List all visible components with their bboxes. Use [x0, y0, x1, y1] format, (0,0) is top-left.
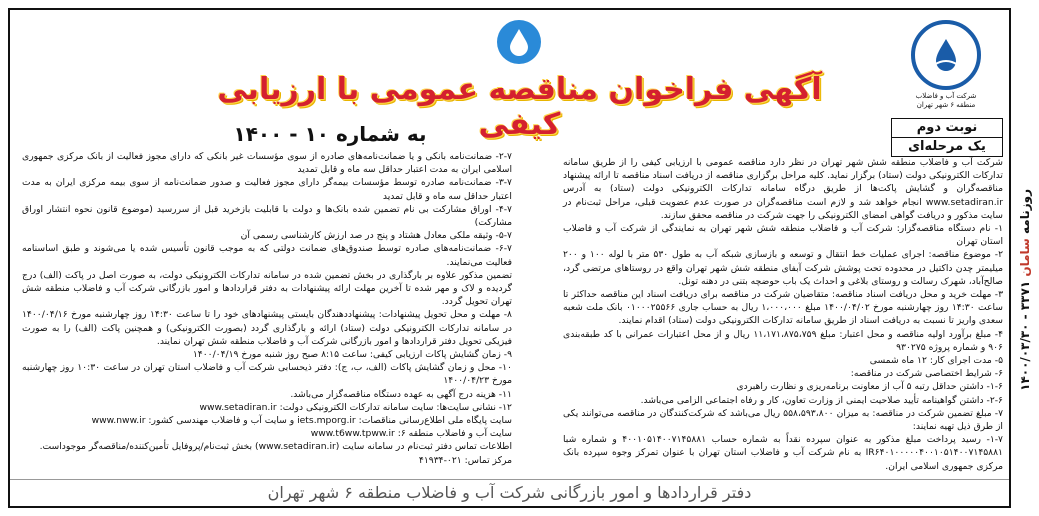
site-iets: سایت پایگاه ملی اطلاع‌رسانی مناقصات: iets.mporg.ir و سایت آب و فاضلاب مهندسی کشور: www.nww.ir	[91, 415, 512, 427]
clause-1: ۱- نام دستگاه مناقصه‌گزار: شرکت آب و فاضلاب منطقه شش شهر تهران به نمایندگی از شرکت آب و فاضلاب استان تهران	[563, 223, 1003, 248]
round-box	[891, 118, 1003, 157]
clause-11: ۱۱- هزینه درج آگهی به عهده دستگاه مناقصه‌گزار می‌باشد.	[290, 388, 512, 400]
stage-label: یک مرحله‌ای	[892, 137, 1002, 156]
left-column	[22, 150, 512, 467]
clause-6-1: ۱-۶- داشتن حداقل رتبه ۵ آب از معاونت برنامه‌ریزی و نظارت راهبردی	[736, 381, 1003, 393]
strip-issue: ۳۳۷۱ - ۱۴۰۰/۰۳/۳۰	[1018, 280, 1032, 391]
water-logo-icon	[911, 20, 981, 90]
clause-4: ۴- مبلغ برآورد اولیه مناقصه و محل اعتبار: مبلغ ۱۱،۱۷۱،۸۷۵،۷۵۹ ریال و از محل اعتبارات عمرانی با کد طبقه‌بندی ۹۰۶ و شماره پروژه ۹۳۰۲۷۵	[563, 328, 1003, 353]
clause-7-5: ۵-۷- وثیقه ملکی معادل هشتاد و پنج در صد ارزش کارشناسی رسمی آن	[240, 230, 512, 242]
clause-7-6: ۶-۷- ضمانت‌نامه‌های صادره توسط صندوق‌های ضمانت دولتی که به موجب قانون تأسیس شده یا می‌شوند و طبق اساسنامه فعالیت می‌نمایند.	[22, 243, 512, 268]
clause-8: ۸- مهلت و محل تحویل پیشنهادات: پیشنهاددهندگان بایستی پیشنهادهای خود را تا ساعت ۱۴:۳۰ روز چهارشنبه مورخ ۱۴۰۰/۰۴/۱۶ در سامانه تدارکات الکترونیکی دولت (ستاد) ارائه و بارگذاری گردد (بصورت الکترونیکی) و همچنین پاکت (الف) را به صورت فیزیکی تحویل دفتر قراردادها و امور بازرگانی شرکت آب و فاضلاب منطقه شش تهران نمایند.	[22, 309, 512, 347]
clause-2: ۲- موضوع مناقصه: اجرای عملیات خط انتقال و توسعه و بازسازی شبکه آب به طول ۵۳۰ متر با لوله ۱۰۰ و ۲۰۰ میلیمتر چدن داکتیل در محدوده تحت پوشش شرکت آبفای منطقه شش شهر تهران واقع در روستاهای مرتضی گرد، صالح‌آباد، شهرک رسالت و روستای بلاغی و احداث یک باب حوضچه بتنی در دهنه تونل.	[563, 249, 1003, 287]
ad-footer: دفتر قراردادها و امور بازرگانی شرکت آب و فاضلاب منطقه ۶ شهر تهران	[10, 479, 1009, 506]
clause-7-3: ۳-۷- ضمانت‌نامه صادره توسط مؤسسات بیمه‌گر دارای مجوز فعالیت و صدور ضمانت‌نامه از سوی بیمه مرکزی ایران به مدت اعتبار حداقل سه ماه و قابل تمدید	[22, 177, 512, 202]
clause-3: ۳- مهلت خرید و محل دریافت اسناد مناقصه: متقاضیان شرکت در مناقصه برای دریافت اسناد این مناقصه حداکثر تا ساعت ۱۴:۳۰ روز چهارشنبه مورخ ۱۴۰۰/۰۴/۰۲ مبلغ ۱،۰۰۰،۰۰۰ ریال به حساب جاری ۰۱۰۰۰۲۵۵۶۶ بانک ملت شعبه سعدی واریز تا نسبت به دریافت اسناد از طریق سامانه تدارکات الکترونیکی دولت (ستاد) اقدام نمایند.	[563, 289, 1003, 327]
call-center: مرکز تماس: ۰۲۱-۴۱۹۳۴	[418, 454, 512, 466]
strip-prefix: روزنامه	[1018, 189, 1032, 235]
guarantee-note: تضمین مذکور علاوه بر بارگذاری در بخش تضمین شده در سامانه تدارکات الکترونیکی دولت، به صورت اصل در پاکت (الف) درج گردیده و لاک و مهر شده تا آخرین مهلت ارائه پیشنهادات به دفتر قراردادها و امور بازرگانی شرکت آب و فاضلاب منطقه شش تهران تحویل گردد.	[22, 269, 512, 308]
clause-5: ۵- مدت اجرای کار: ۱۲ ماه شمسی	[869, 355, 1003, 367]
clause-9: ۹- زمان گشایش پاکات ارزیابی کیفی: ساعت ۸:۱۵ صبح روز شنبه مورخ ۱۴۰۰/۰۴/۱۹	[192, 349, 512, 361]
clause-7-4: ۴-۷- اوراق مشارکت بی نام تضمین شده بانک‌ها و دولت با قابلیت بازخرید قبل از سررسید (موضوع قانون نحوه انتشار اوراق مشارکت)	[22, 203, 512, 229]
right-column	[563, 156, 1003, 473]
round-label: نوبت دوم	[916, 120, 978, 135]
clause-12: ۱۲- نشانی سایت‌ها: سایت سامانه تدارکات الکترونیکی دولت: www.setadiran.ir	[199, 401, 512, 413]
clause-6: ۶- شرایط اختصاصی شرکت در مناقصه:	[850, 368, 1003, 380]
newspaper-strip	[1013, 140, 1037, 440]
strip-brand: سامان	[1018, 238, 1032, 277]
ad-title: آگهی فراخوان مناقصه عمومی با ارزیابی کیفی	[217, 72, 822, 142]
logo-line-2: منطقه ۶ شهر تهران	[916, 101, 976, 109]
water-drop-icon	[497, 20, 541, 64]
company-logo	[891, 20, 1001, 120]
tender-number: به شماره ۱۰ - ۱۴۰۰	[233, 122, 427, 146]
clause-6-2: ۲-۶- داشتن گواهینامه تأیید صلاحیت ایمنی از وزارت تعاون، کار و رفاه اجتماعی الزامی می‌باشد.	[640, 394, 1003, 406]
clause-7-1: ۱-۷- رسید پرداخت مبلغ مذکور به عنوان سپرده نقداً به شماره حساب ۴۰۰۱۰۵۱۴۰۰۷۱۴۵۸۸۱ و شماره شبا IR۶۴۰۱۰۰۰۰۰۴۰۰۱۰۵۱۴۰۰۷۱۴۵۸۸۱ به نام شرکت آب و فاضلاب استان تهران با عنوان تمرکز وجوه سپرده بانک مرکزی جمهوری اسلامی ایران.	[563, 434, 1003, 472]
clause-10: ۱۰- محل و زمان گشایش پاکات (الف، ب، ج): دفتر ذیحسابی شرکت آب و فاضلاب استان تهران در ساعت ۱۰:۳۰ روز چهارشنبه مورخ ۱۴۰۰/۰۴/۲۳	[22, 362, 512, 387]
contact-info: اطلاعات تماس دفتر ثبت‌نام در سامانه سایت (www.setadiran.ir) بخش ثبت‌نام/پروفایل تأمین‌کننده/مناقصه‌گر موجوداست.	[39, 441, 512, 453]
clause-7-2: ۲-۷- ضمانت‌نامه بانکی و یا ضمانت‌نامه‌های صادره از سوی مؤسسات غیر بانکی که دارای مجوز فعالیت از بانک مرکزی جمهوری اسلامی ایران به مدت اعتبار حداقل سه ماه و قابل تمدید	[22, 151, 512, 176]
clause-7: ۷- مبلغ تضمین شرکت در مناقصه: به میزان ۵۵۸،۵۹۳،۸۰۰ ریال می‌باشد که شرکت‌کنندگان در مناقصه می‌توانند یکی از طرق ذیل تهیه نمایند:	[563, 407, 1004, 433]
intro-paragraph: شرکت آب و فاضلاب منطقه شش شهر تهران در نظر دارد مناقصه عمومی با ارزیابی کیفی را از طریق سامانه تدارکات الکترونیکی دولت (ستاد) برگزار نماید. کلیه مراحل برگزاری مناقصه از دریافت اسناد مناقصه تا ارائه پیشنهاد مناقصه‌گران و گشایش پاکت‌ها از طریق درگاه سامانه تدارکات الکترونیکی دولت (ستاد) به آدرس www.setadiran.ir انجام خواهد شد و لازم است مناقصه‌گران در صورت عدم عضویت قبلی، مراحل ثبت‌نام در سایت مذکور و دریافت گواهی امضای الکترونیکی را جهت شرکت در مناقصه محقق سازند.	[563, 157, 1003, 221]
logo-line-1: شرکت آب و فاضلاب	[915, 92, 977, 100]
site-t6ww: سایت آب و فاضلاب منطقه ۶: www.t6ww.tpww.ir	[310, 428, 512, 440]
